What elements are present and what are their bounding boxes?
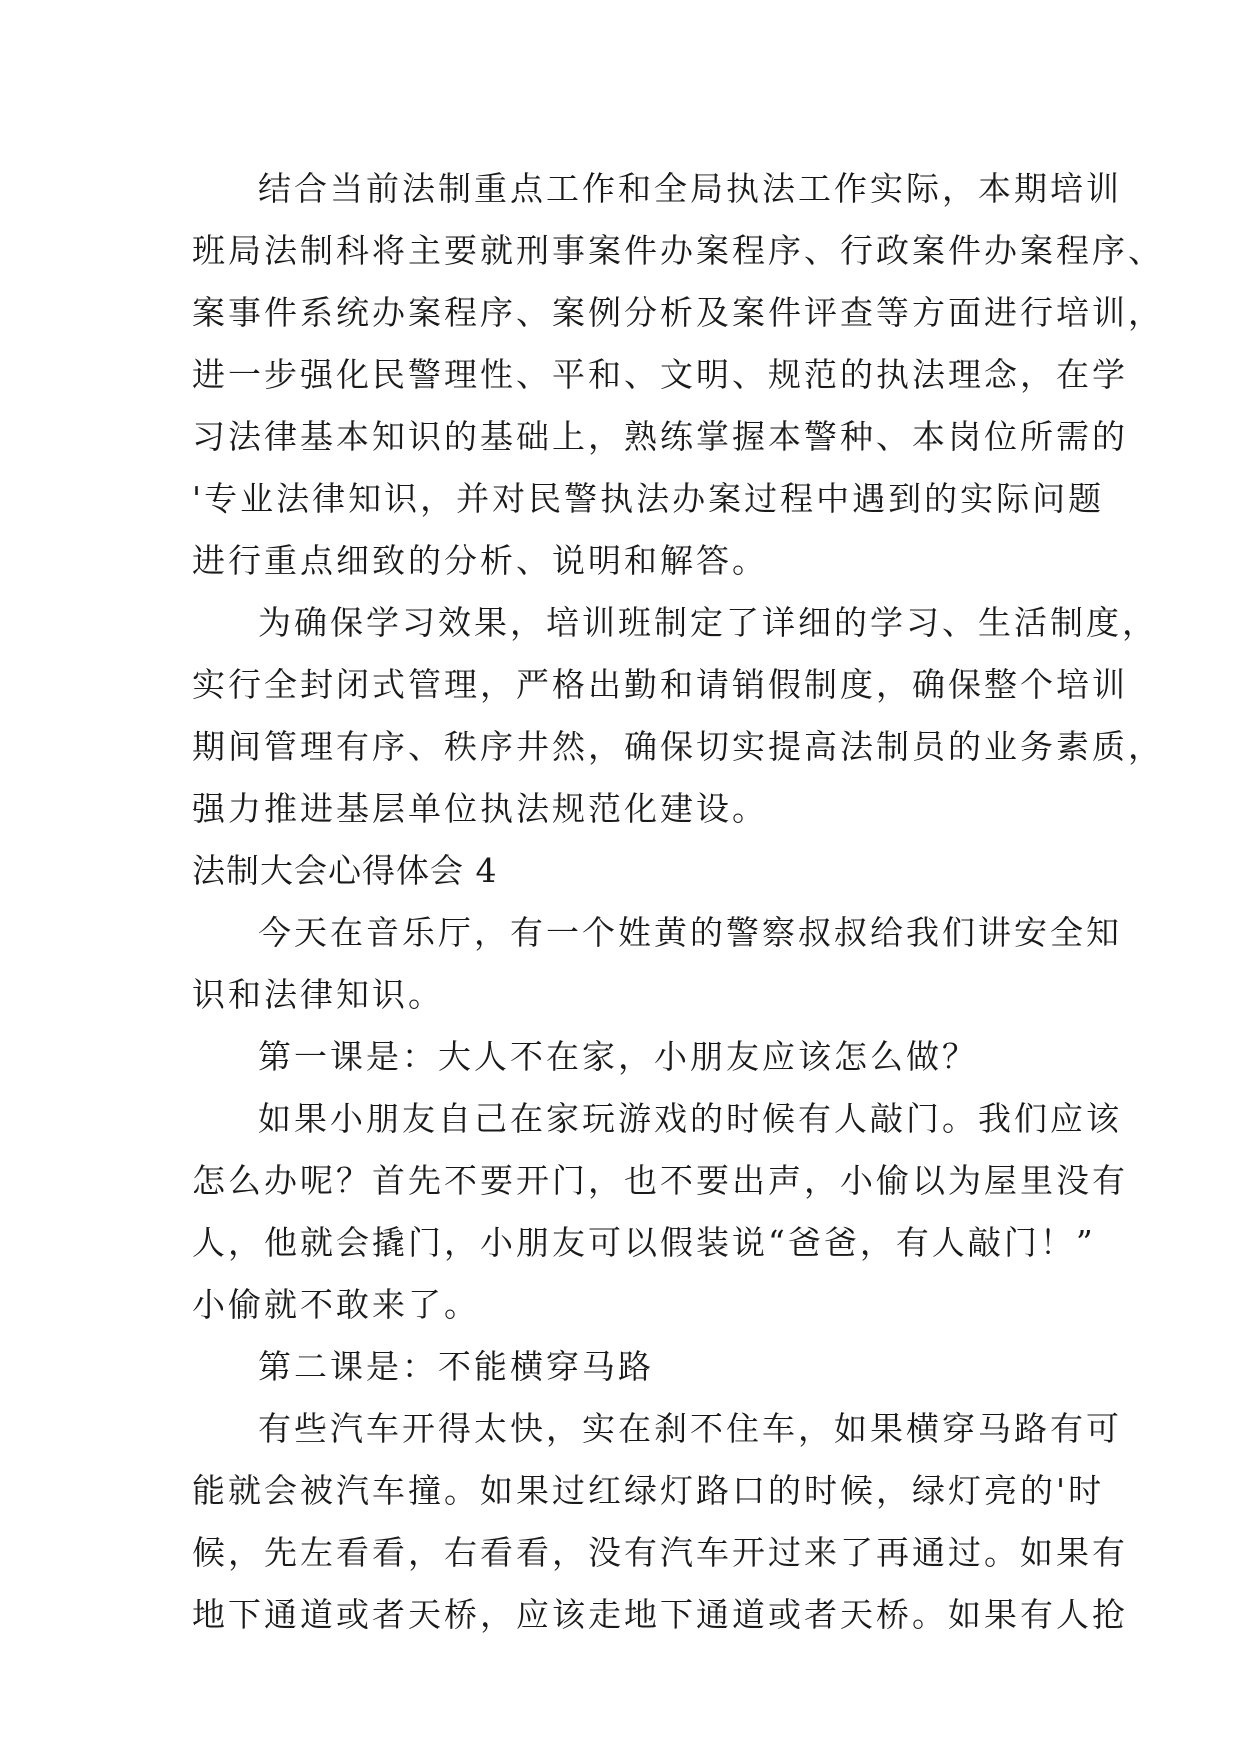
paragraph-line: 小偷就不敢来了。 <box>192 1285 480 1324</box>
paragraph-line: 有些汽车开得太快，实在刹不住车，如果横穿马路有可 <box>258 1409 1122 1448</box>
paragraph-line: 习法律基本知识的基础上，熟练掌握本警种、本岗位所需的 <box>192 417 1128 456</box>
paragraph-line: 识和法律知识。 <box>192 975 444 1014</box>
paragraph-line: 结合当前法制重点工作和全局执法工作实际，本期培训 <box>258 169 1122 208</box>
paragraph <box>192 1398 1128 1646</box>
paragraph-line: 候，先左看看，右看看，没有汽车开过来了再通过。如果有 <box>192 1533 1128 1572</box>
paragraph-line: 为确保学习效果，培训班制定了详细的学习、生活制度， <box>258 603 1158 642</box>
paragraph-line: 期间管理有序、秩序井然，确保切实提高法制员的业务素质， <box>192 727 1164 766</box>
paragraph-line: 地下通道或者天桥，应该走地下通道或者天桥。如果有人抢 <box>192 1595 1128 1634</box>
paragraph <box>192 1088 1128 1336</box>
paragraph-line: 实行全封闭式管理，严格出勤和请销假制度，确保整个培训 <box>192 665 1128 704</box>
paragraph-line: '专业法律知识，并对民警执法办案过程中遇到的实际问题 <box>192 479 1105 518</box>
document-body <box>192 158 1164 1646</box>
paragraph <box>192 1336 1092 1398</box>
lesson-heading: 第一课是：大人不在家，小朋友应该怎么做？ <box>258 1037 978 1076</box>
paragraph-line: 如果小朋友自己在家玩游戏的时候有人敲门。我们应该 <box>258 1099 1122 1138</box>
paragraph <box>192 592 1164 840</box>
paragraph-line: 强力推进基层单位执法规范化建设。 <box>192 789 768 828</box>
paragraph-line: 班局法制科将主要就刑事案件办案程序、行政案件办案程序、 <box>192 231 1164 270</box>
paragraph-line: 怎么办呢？首先不要开门，也不要出声，小偷以为屋里没有 <box>192 1161 1128 1200</box>
paragraph <box>192 1026 1092 1088</box>
lesson-heading: 第二课是：不能横穿马路 <box>258 1347 654 1386</box>
section-title: 法制大会心得体会 4 <box>192 851 498 890</box>
paragraph-line: 进行重点细致的分析、说明和解答。 <box>192 541 768 580</box>
paragraph <box>192 902 1122 1026</box>
paragraph-line: 人，他就会撬门，小朋友可以假装说“爸爸，有人敲门！” <box>192 1223 1096 1262</box>
paragraph-line: 进一步强化民警理性、平和、文明、规范的执法理念，在学 <box>192 355 1128 394</box>
paragraph-line: 能就会被汽车撞。如果过红绿灯路口的时候，绿灯亮的'时 <box>192 1471 1105 1510</box>
paragraph-line: 案事件系统办案程序、案例分析及案件评查等方面进行培训， <box>192 293 1164 332</box>
paragraph-line: 今天在音乐厅，有一个姓黄的警察叔叔给我们讲安全知 <box>258 913 1122 952</box>
paragraph <box>192 158 1164 592</box>
